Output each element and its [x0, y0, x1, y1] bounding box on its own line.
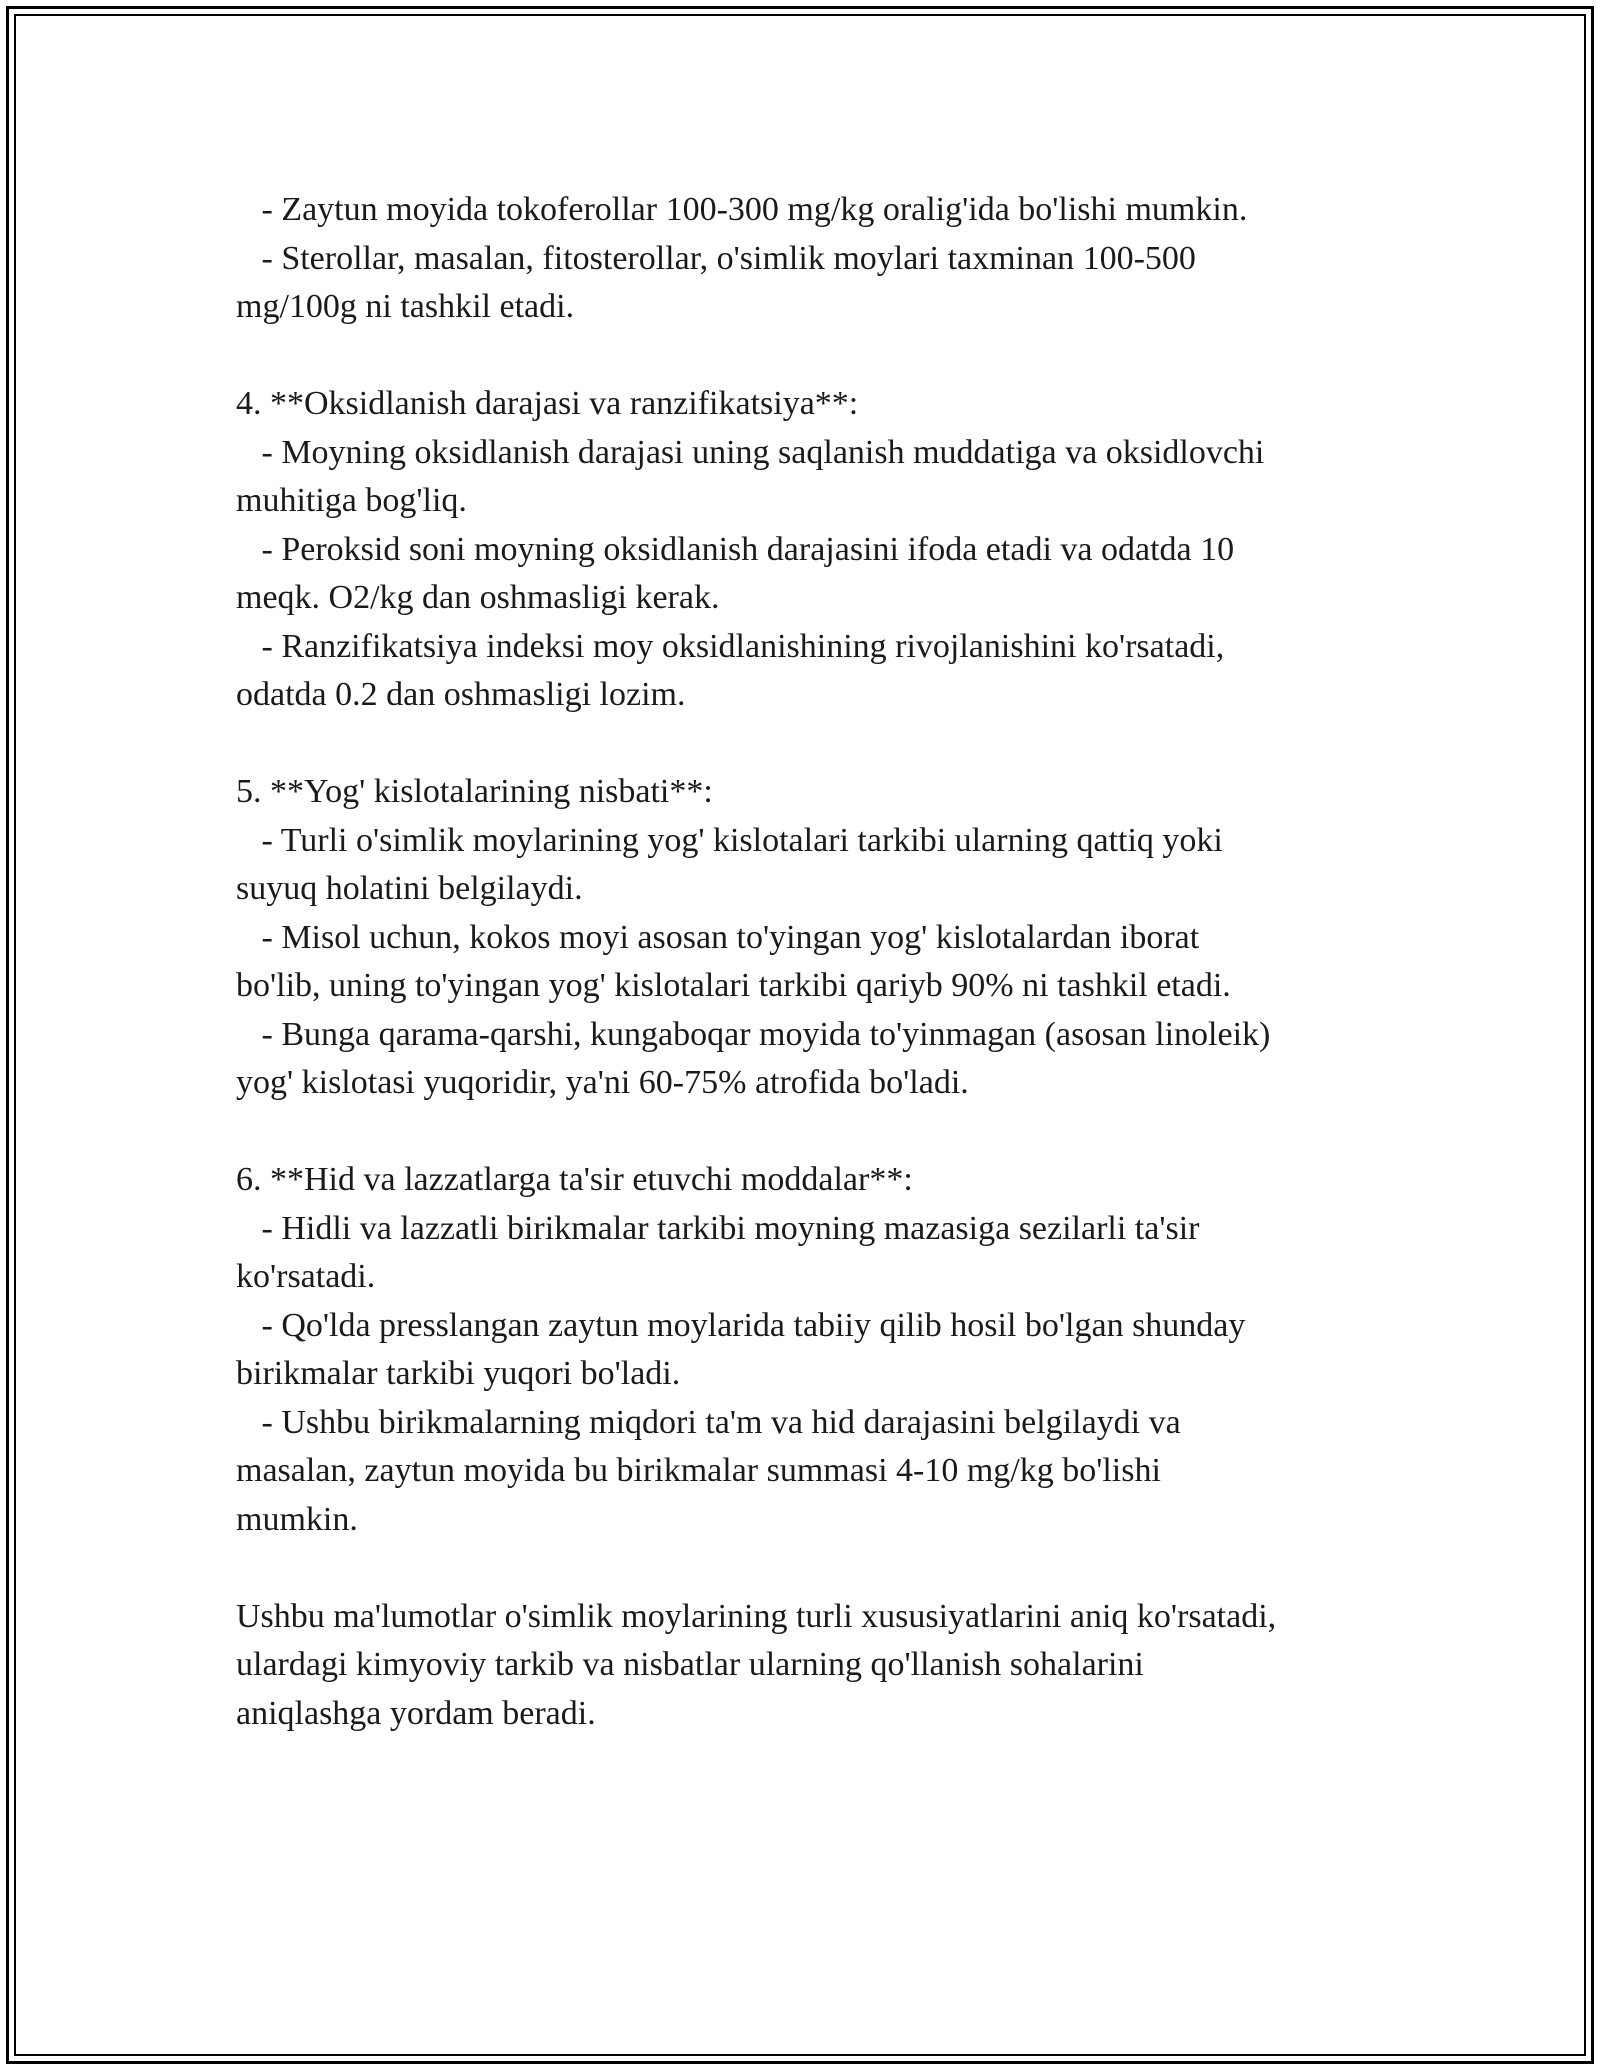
text-line: birikmalar tarkibi yuqori bo'ladi. [236, 1355, 681, 1392]
text-line: ko'rsatadi. [236, 1258, 376, 1295]
conclusion-line: Ushbu ma'lumotlar o'simlik moylarining turli xususiyatlarini aniq ko'rsatadi, [236, 1597, 1277, 1635]
text-line: yog' kislotasi yuqoridir, ya'ni 60-75% atrofida bo'ladi. [236, 1064, 969, 1101]
text-line: - Sterollar, masalan, fitosterollar, o'simlik moylari taxminan 100-500 [236, 239, 1196, 277]
text-line: mg/100g ni tashkil etadi. [236, 288, 575, 325]
text-line: - Moyning oksidlanish darajasi uning saqlanish muddatiga va oksidlovchi [236, 433, 1265, 471]
text-line: - Ushbu birikmalarning miqdori ta'm va hid darajasini belgilaydi va [236, 1403, 1181, 1441]
text-line: masalan, zaytun moyida bu birikmalar summasi 4-10 mg/kg bo'lishi [236, 1452, 1161, 1489]
blank-line [236, 720, 1396, 769]
text-line: mumkin. [236, 1500, 358, 1538]
text-line: - Qo'lda presslangan zaytun moylarida tabiiy qilib hosil bo'lgan shunday [236, 1306, 1246, 1344]
text-line: - Ranzifikatsiya indeksi moy oksidlanishining rivojlanishini ko'rsatadi, [236, 627, 1225, 665]
section-heading-5: 5. **Yog' kislotalarining nisbati**: [236, 773, 713, 810]
section-heading-6: 6. **Hid va lazzatlarga ta'sir etuvchi moddalar**: [236, 1161, 913, 1198]
text-line: - Turli o'simlik moylarining yog' kislotalari tarkibi ularning qattiq yoki [236, 821, 1223, 859]
document-body [236, 186, 1396, 1738]
section-heading-4: 4. **Oksidlanish darajasi va ranzifikatsiya**: [236, 385, 859, 422]
text-line: muhitiga bog'liq. [236, 482, 467, 519]
conclusion-line: aniqlashga yordam beradi. [236, 1694, 596, 1732]
text-line: suyuq holatini belgilaydi. [236, 870, 583, 907]
text-line: - Bunga qarama-qarshi, kungaboqar moyida to'yinmagan (asosan linoleik) [236, 1015, 1271, 1053]
blank-line [236, 332, 1396, 381]
text-line: - Peroksid soni moyning oksidlanish darajasini ifoda etadi va odatda 10 [236, 530, 1235, 568]
text-line: bo'lib, uning to'yingan yog' kislotalari tarkibi qariyb 90% ni tashkil etadi. [236, 967, 1231, 1004]
blank-line [236, 1544, 1396, 1593]
conclusion-line: ulardagi kimyoviy tarkib va nisbatlar ularning qo'llanish sohalarini [236, 1646, 1144, 1683]
text-line: - Hidli va lazzatli birikmalar tarkibi moyning mazasiga sezilarli ta'sir [236, 1209, 1200, 1247]
text-line: - Misol uchun, kokos moyi asosan to'yingan yog' kislotalardan iborat [236, 918, 1200, 956]
blank-line [236, 1108, 1396, 1157]
text-line: odatda 0.2 dan oshmasligi lozim. [236, 676, 686, 713]
text-line: meqk. O2/kg dan oshmasligi kerak. [236, 579, 720, 616]
text-line: - Zaytun moyida tokoferollar 100-300 mg/kg oralig'ida bo'lishi mumkin. [236, 191, 1248, 228]
